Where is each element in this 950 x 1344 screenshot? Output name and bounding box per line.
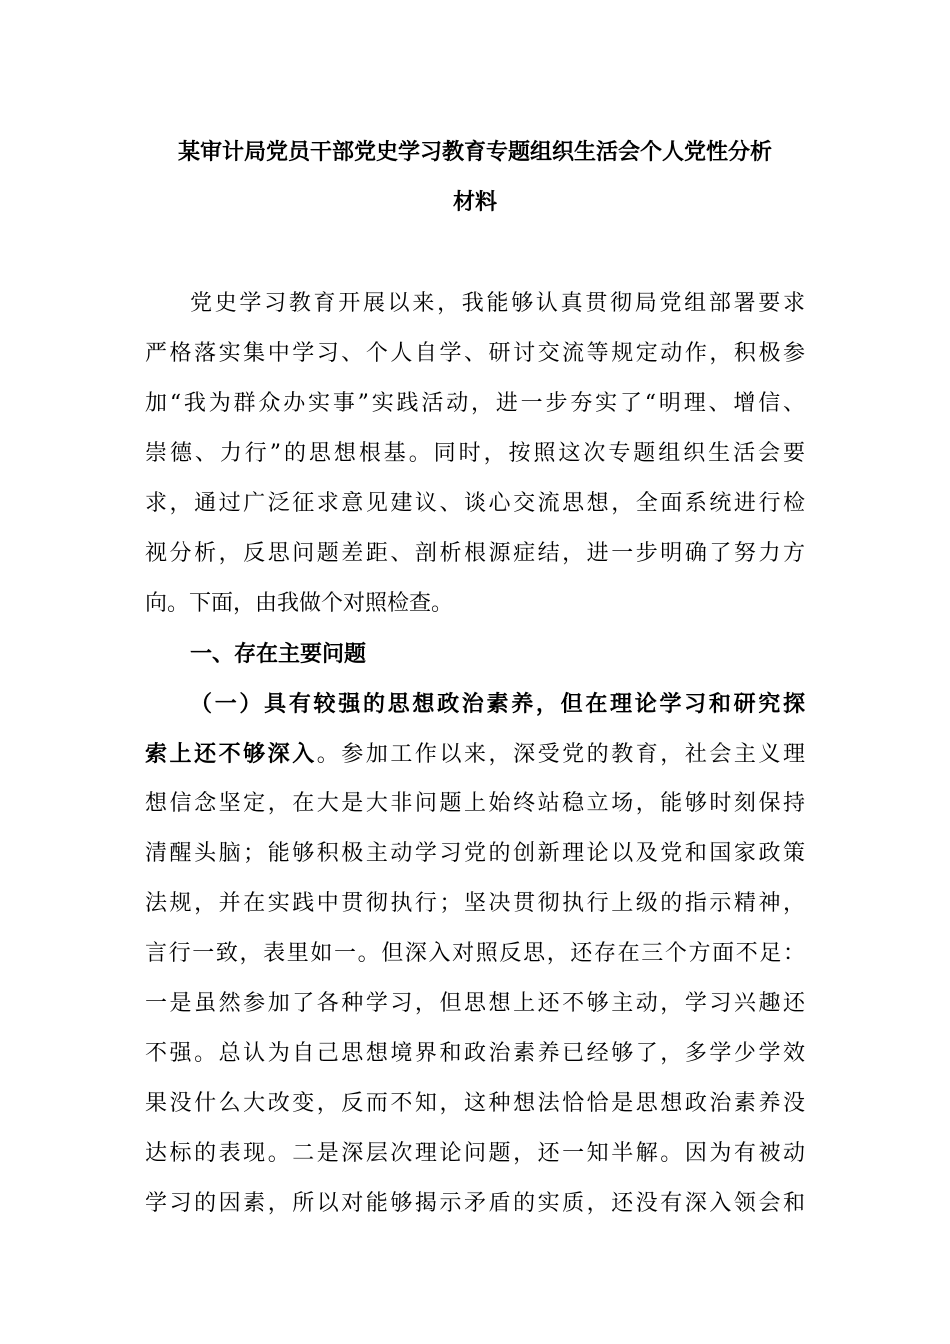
body-line: 言行一致，表里如一。但深入对照反思，还存在三个方面不足：	[145, 941, 805, 966]
intro-line: 崇德、力行”的思想根基。同时，按照这次专题组织生活会要	[145, 441, 805, 466]
body-line: 学习的因素，所以对能够揭示矛盾的实质，还没有深入领会和	[145, 1191, 805, 1216]
intro-line: 向。下面，由我做个对照检查。	[145, 591, 454, 616]
intro-line: 党史学习教育开展以来，我能够认真贯彻局党组部署要求	[190, 291, 805, 316]
subsection-body-start: 。参加工作以来，深受党的教育，社会主义理	[316, 742, 805, 767]
document-title-line-1: 某审计局党员干部党史学习教育专题组织生活会个人党性分析	[177, 139, 772, 165]
body-line: 果没什么大改变，反而不知，这种想法恰恰是思想政治素养没	[145, 1091, 805, 1116]
subsection-heading-end: 索上还不够深入	[145, 741, 317, 767]
body-line: 达标的表现。二是深层次理论问题，还一知半解。因为有被动	[145, 1141, 805, 1166]
section-heading: 一、存在主要问题	[190, 641, 367, 667]
intro-line: 严格落实集中学习、个人自学、研讨交流等规定动作，积极参	[145, 341, 805, 366]
body-line: 清醒头脑；能够积极主动学习党的创新理论以及党和国家政策	[145, 841, 805, 866]
document-title-line-2: 材料	[452, 189, 497, 215]
body-line: 一是虽然参加了各种学习，但思想上还不够主动，学习兴趣还	[145, 991, 805, 1016]
subsection-heading-line: （一）具有较强的思想政治素养，但在理论学习和研究探	[190, 691, 805, 717]
intro-line: 求，通过广泛征求意见建议、谈心交流思想，全面系统进行检	[145, 491, 805, 516]
body-line: 不强。总认为自己思想境界和政治素养已经够了，多学少学效	[145, 1041, 805, 1066]
body-line: 想信念坚定，在大是大非问题上始终站稳立场，能够时刻保持	[145, 791, 805, 816]
subsection-mixed-line	[145, 739, 805, 769]
body-line: 法规，并在实践中贯彻执行；坚决贯彻执行上级的指示精神，	[145, 891, 805, 916]
intro-line: 加“我为群众办实事”实践活动，进一步夯实了“明理、增信、	[145, 391, 805, 416]
intro-line: 视分析，反思问题差距、剖析根源症结，进一步明确了努力方	[145, 541, 805, 566]
